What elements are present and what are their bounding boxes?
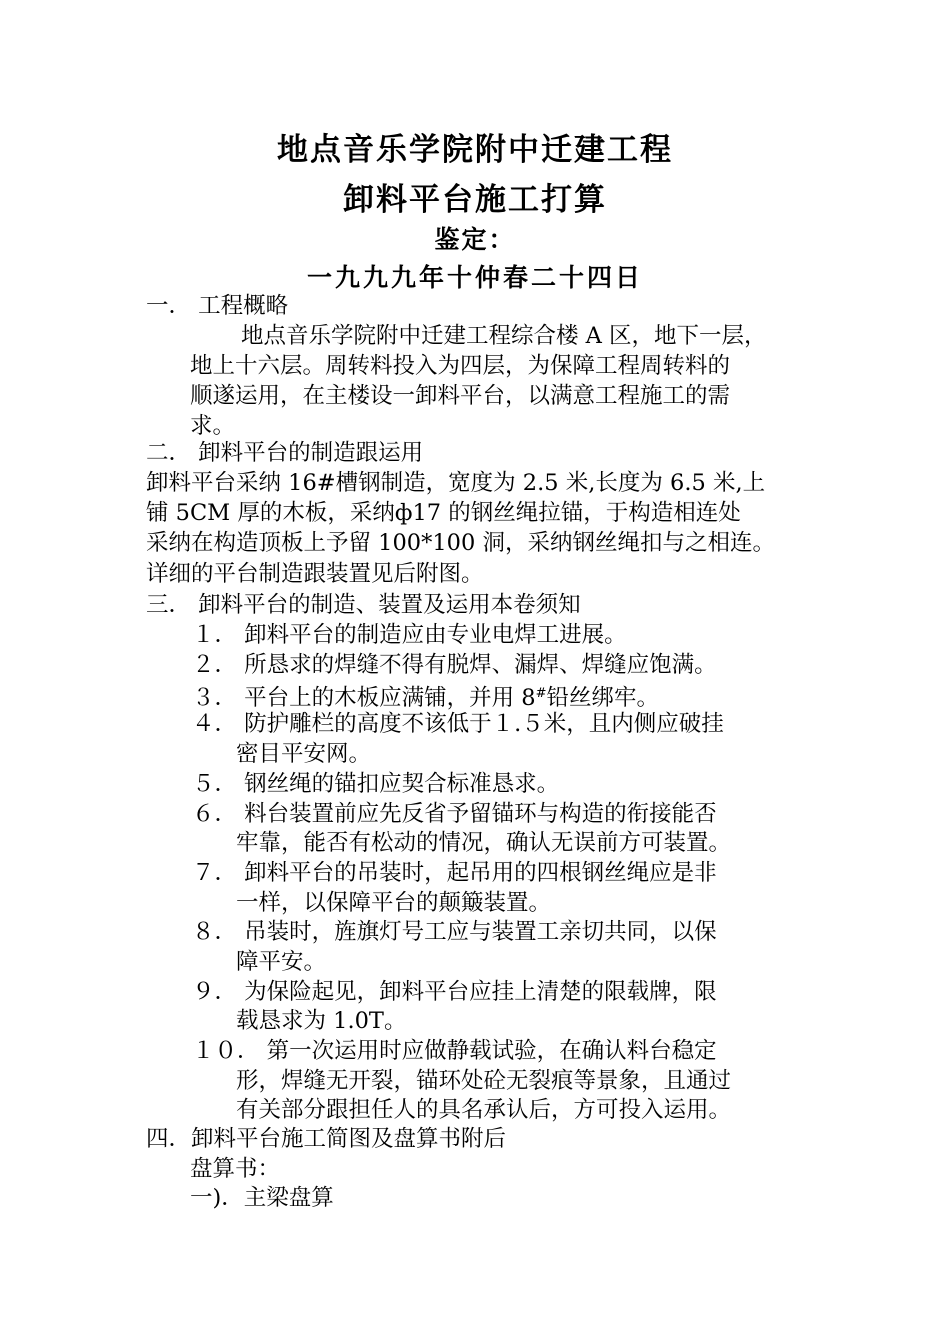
appraisal-label: 鉴定： xyxy=(434,225,516,254)
calculation-subheading: 一)．主梁盘算 xyxy=(190,1185,334,1211)
list-item: ６． 料台装置前应先反省予留锚环与构造的衔接能否 xyxy=(192,801,717,827)
list-item-text: 铅丝绑牢。 xyxy=(546,685,660,711)
list-item-continuation: 一样，以保障平台的颠簸装置。 xyxy=(236,890,552,916)
section1-heading: 一． 工程概略 xyxy=(146,293,289,319)
date-line: 一九九九年十仲春二十四日 xyxy=(306,263,643,292)
section1-line: 求。 xyxy=(190,413,236,439)
superscript-hash: # xyxy=(535,686,547,701)
list-item: ９． 为保险起见，卸料平台应挂上清楚的限载牌，限 xyxy=(192,979,717,1005)
list-item: ８． 吊装时，旌旗灯号工应与装置工亲切共同，以保 xyxy=(192,919,717,945)
list-item: ７． 卸料平台的吊装时，起吊用的四根钢丝绳应是非 xyxy=(192,860,717,886)
section1-line: 顺遂运用，在主楼设一卸料平台，以满意工程施工的需 xyxy=(190,383,731,409)
document-title-line2: 卸料平台施工打算 xyxy=(343,182,607,218)
list-item-continuation: 障平安。 xyxy=(236,949,327,975)
list-item-continuation: 载恳求为 1.0T。 xyxy=(236,1008,407,1034)
list-item-text: ３． 平台上的木板应满铺，并用 8 xyxy=(192,685,536,711)
list-item xyxy=(192,680,659,712)
list-item: ２． 所恳求的焊缝不得有脱焊、漏焊、焊缝应饱满。 xyxy=(192,652,717,678)
section2-line: 采纳在构造顶板上予留 100*100 洞，采纳钢丝绳扣与之相连。 xyxy=(146,530,775,556)
list-item-continuation: 形，焊缝无开裂，锚环处砼无裂痕等景象，且通过 xyxy=(236,1068,732,1094)
section1-line: 地上十六层。周转料投入为四层，为保障工程周转料的 xyxy=(190,353,731,379)
section2-line: 卸料平台采纳 16#槽钢制造，宽度为 2.5 米,长度为 6.5 米,上 xyxy=(146,470,766,496)
list-item-continuation: 密目平安网。 xyxy=(236,741,372,767)
section1-line: 地点音乐学院附中迁建工程综合楼 A 区，地下一层， xyxy=(241,323,767,349)
document-title-line1: 地点音乐学院附中迁建工程 xyxy=(277,132,673,168)
list-item: １． 卸料平台的制造应由专业电焊工进展。 xyxy=(192,622,627,648)
section2-line: 铺 5CM 厚的木板，采纳ф17 的钢丝绳拉锚，于构造相连处 xyxy=(146,500,741,526)
list-item: ４． 防护雕栏的高度不该低于１.５米，且内侧应破挂 xyxy=(192,711,724,737)
calculation-label: 盘算书： xyxy=(190,1156,281,1182)
list-item-continuation: 牢靠，能否有松动的情况，确认无误前方可装置。 xyxy=(236,830,732,856)
list-item: １０． 第一次运用时应做静载试验，在确认料台稳定 xyxy=(192,1038,717,1064)
section4-heading: 四．卸料平台施工简图及盘算书附后 xyxy=(146,1126,507,1152)
section2-heading: 二． 卸料平台的制造跟运用 xyxy=(146,440,424,466)
list-item-continuation: 有关部分跟担任人的具名承认后，方可投入运用。 xyxy=(236,1097,732,1123)
section2-line: 详细的平台制造跟装置见后附图。 xyxy=(146,561,484,587)
list-item: ５． 钢丝绳的锚扣应契合标准恳求。 xyxy=(192,771,560,797)
section3-heading: 三． 卸料平台的制造、装置及运用本卷须知 xyxy=(146,592,581,618)
